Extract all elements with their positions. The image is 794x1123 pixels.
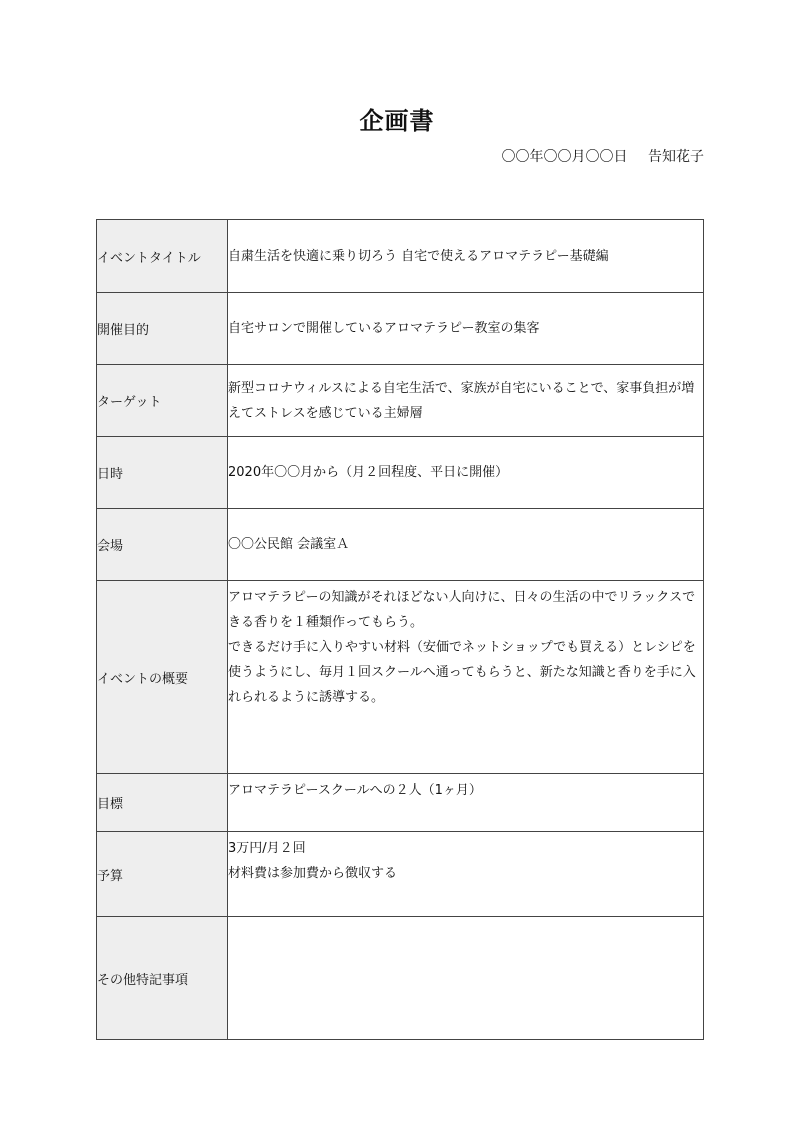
row-value xyxy=(228,293,704,365)
value-line: 新型コロナウィルスによる自宅生活で、家族が自宅にいることで、家事負担が増えてストレスを感じている主婦層 xyxy=(228,380,695,421)
row-value xyxy=(228,509,704,581)
row-label: 会場 xyxy=(97,509,228,581)
document-author: 告知花子 xyxy=(648,149,704,165)
row-label: 目標 xyxy=(97,774,228,832)
row-label: イベントの概要 xyxy=(97,581,228,774)
row-label: ターゲット xyxy=(97,365,228,437)
value-line: アロマテラピーの知識がそれほどない人向けに、日々の生活の中でリラックスできる香りを１種類作ってもらう。 xyxy=(228,590,696,630)
table-row-overview xyxy=(97,581,704,774)
document-title: 企画書 xyxy=(359,107,435,135)
row-label: その他特記事項 xyxy=(97,917,228,1040)
date-author-line xyxy=(502,146,704,166)
row-value xyxy=(228,437,704,509)
row-label: 開催目的 xyxy=(97,293,228,365)
plan-table xyxy=(96,219,704,1040)
table-row-datetime xyxy=(97,437,704,509)
table-row-goal xyxy=(97,774,704,832)
row-value xyxy=(228,917,704,1040)
table-row-other-notes xyxy=(97,917,704,1040)
row-label: 予算 xyxy=(97,832,228,917)
row-value xyxy=(228,774,704,832)
document-date: 〇〇年〇〇月〇〇日 xyxy=(501,149,628,165)
row-value xyxy=(228,832,704,917)
value-line: できるだけ手に入りやすい材料（安価でネットショップでも買える）とレシピを使うようにし、毎月１回スクールへ通ってもらうと、新たな知識と香りを手に入れられるように誘導する。 xyxy=(228,640,696,705)
row-value xyxy=(228,581,704,774)
table-row-purpose xyxy=(97,293,704,365)
value-line: 2020年〇〇月から（月２回程度、平日に開催） xyxy=(228,465,509,480)
value-line: 〇〇公民館 会議室Ａ xyxy=(228,537,350,552)
row-label: 日時 xyxy=(97,437,228,509)
value-line: 3万円/月２回 xyxy=(228,841,306,856)
table-row-target xyxy=(97,365,704,437)
value-line: 自粛生活を快適に乗り切ろう 自宅で使えるアロマテラピー基礎編 xyxy=(228,248,609,264)
value-line: アロマテラピースクールへの２人（1ヶ月） xyxy=(228,783,482,798)
row-value xyxy=(228,365,704,437)
table-row-event-title xyxy=(97,220,704,293)
value-line: 自宅サロンで開催しているアロマテラピー教室の集客 xyxy=(228,321,540,336)
value-line: 材料費は参加費から徴収する xyxy=(228,866,398,881)
row-label: イベントタイトル xyxy=(97,220,228,293)
row-value xyxy=(228,220,704,293)
table-row-budget xyxy=(97,832,704,917)
table-row-venue xyxy=(97,509,704,581)
